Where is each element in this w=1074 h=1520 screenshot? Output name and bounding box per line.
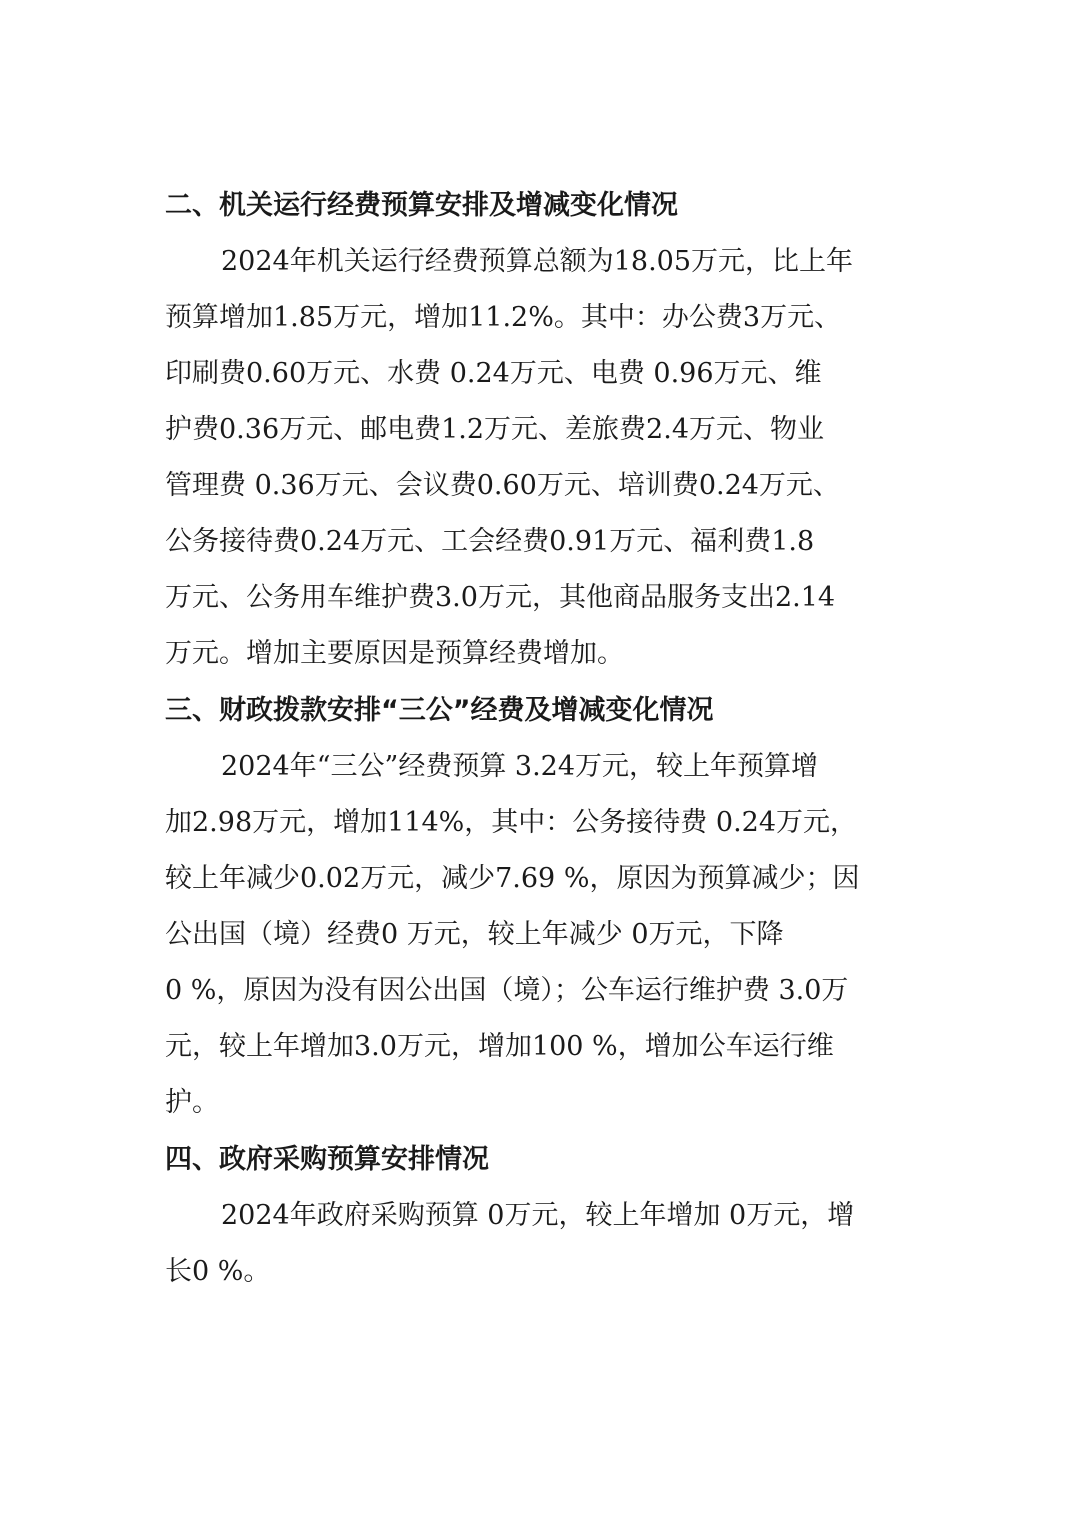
paragraph-line: 2024年机关运行经费预算总额为18.05万元，比上年 [221,246,854,277]
paragraph-line: 万元。增加主要原因是预算经费增加。 [165,638,624,669]
paragraph-line: 2024年政府采购预算 0万元，较上年增加 0万元，增 [221,1200,855,1231]
paragraph-line: 2024年“三公”经费预算 3.24万元，较上年预算增 [221,751,819,782]
section-2-heading: 二、机关运行经费预算安排及增减变化情况 [165,190,678,221]
paragraph-line: 公出国（境）经费0 万元，较上年减少 0万元，下降 [165,919,784,950]
paragraph-line: 长0 %。 [165,1256,271,1287]
paragraph-line: 护费0.36万元、邮电费1.2万元、差旅费2.4万元、物业 [165,414,824,445]
paragraph-line: 公务接待费0.24万元、工会经费0.91万元、福利费1.8 [165,526,815,557]
paragraph-line: 元，较上年增加3.0万元，增加100 %，增加公车运行维 [165,1031,834,1062]
paragraph-line: 预算增加1.85万元，增加11.2%。其中：办公费3万元、 [165,302,842,333]
paragraph-line: 印刷费0.60万元、水费 0.24万元、电费 0.96万元、维 [165,358,822,389]
paragraph-line: 万元、公务用车维护费3.0万元，其他商品服务支出2.14 [165,582,836,613]
paragraph-line: 护。 [165,1087,219,1118]
paragraph-line: 加2.98万元，增加114%，其中：公务接待费 0.24万元， [165,807,858,838]
section-4-heading: 四、政府采购预算安排情况 [165,1144,489,1175]
section-2-paragraph [165,234,910,682]
section-3-heading: 三、财政拨款安排“三公”经费及增减变化情况 [165,695,714,726]
paragraph-line: 管理费 0.36万元、会议费0.60万元、培训费0.24万元、 [165,470,840,501]
section-4-paragraph [165,1188,910,1300]
section-3-paragraph [165,739,910,1131]
paragraph-line: 0 %，原因为没有因公出国（境）；公车运行维护费 3.0万 [165,975,849,1006]
paragraph-line: 较上年减少0.02万元，减少7.69 %，原因为预算减少；因 [165,863,860,894]
